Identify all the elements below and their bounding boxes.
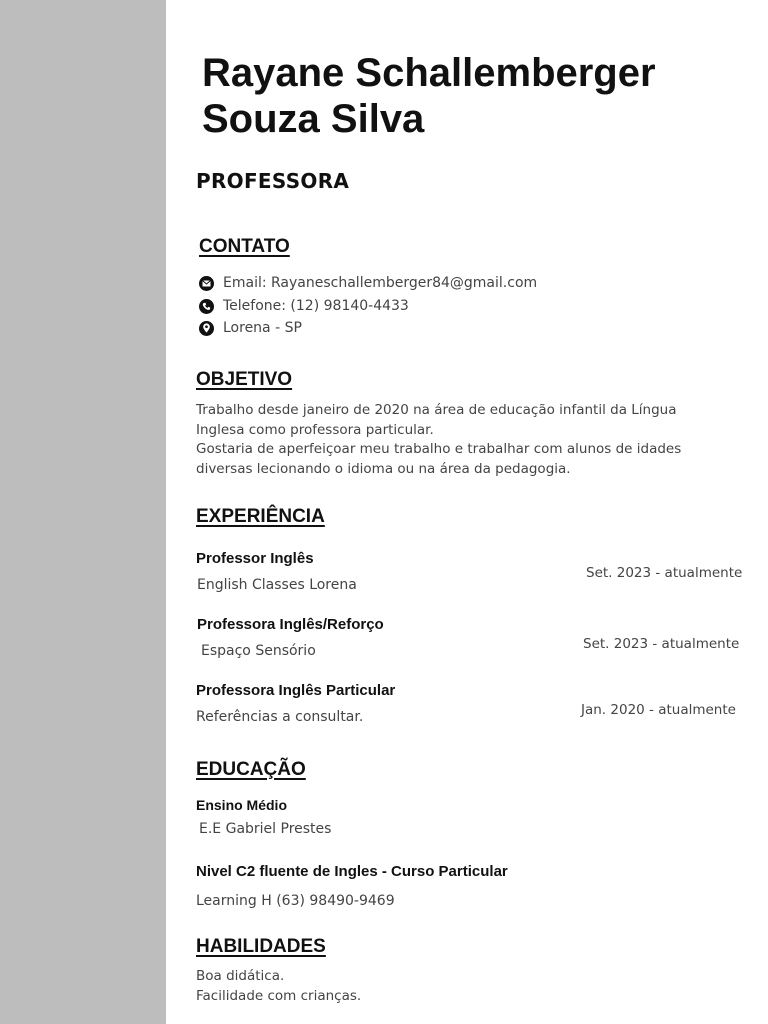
education-heading: EDUCAÇÃO [196,759,306,780]
left-sidebar [0,0,166,1024]
objective-line: Trabalho desde janeiro de 2020 na área de educação infantil da Língua [196,402,677,418]
contact-email-text: Email: Rayaneschallemberger84@gmail.com [223,275,538,291]
education-title: Ensino Médio [196,797,287,813]
skills-list [196,967,361,1006]
experience-title: Professora Inglês/Reforço [197,616,384,633]
candidate-name: Rayane Schallemberger Souza Silva [202,51,656,141]
skill-item: Facilidade com crianças. [196,987,362,1004]
education-place: Learning H (63) 98490-9469 [196,893,395,909]
experience-place: Referências a consultar. [196,709,364,725]
email-icon [199,276,214,291]
objective-line: diversas lecionando o idioma ou na área da pedagogia. [196,460,571,477]
experience-heading: EXPERIÊNCIA [196,506,325,527]
education-title: Nivel C2 fluente de Ingles - Curso Particular [196,863,508,880]
contact-phone [199,298,409,314]
phone-icon [199,299,214,314]
job-role: PROFESSORA [196,169,350,193]
skills-heading: HABILIDADES [196,936,326,957]
skill-item: Boa didática. [196,968,285,984]
experience-place: Espaço Sensório [201,643,316,659]
experience-date: Set. 2023 - atualmente [586,565,743,581]
contact-location [199,320,302,336]
contact-email [199,275,537,291]
experience-title: Professor Inglês [196,550,314,567]
location-icon [199,321,214,336]
objective-heading: OBJETIVO [196,369,293,390]
objective-line: Inglesa como professora particular. [196,421,434,438]
contact-phone-text: Telefone: (12) 98140-4433 [223,298,409,314]
experience-date: Jan. 2020 - atualmente [581,702,736,718]
objective-line: Gostaria de aperfeiçoar meu trabalho e trabalhar com alunos de idades [196,441,682,457]
contact-heading: CONTATO [199,236,290,257]
objective-text [196,401,736,479]
experience-place: English Classes Lorena [197,577,357,593]
education-place: E.E Gabriel Prestes [199,821,332,837]
contact-location-text: Lorena - SP [223,320,302,336]
experience-date: Set. 2023 - atualmente [583,636,740,652]
experience-title: Professora Inglês Particular [196,682,396,699]
